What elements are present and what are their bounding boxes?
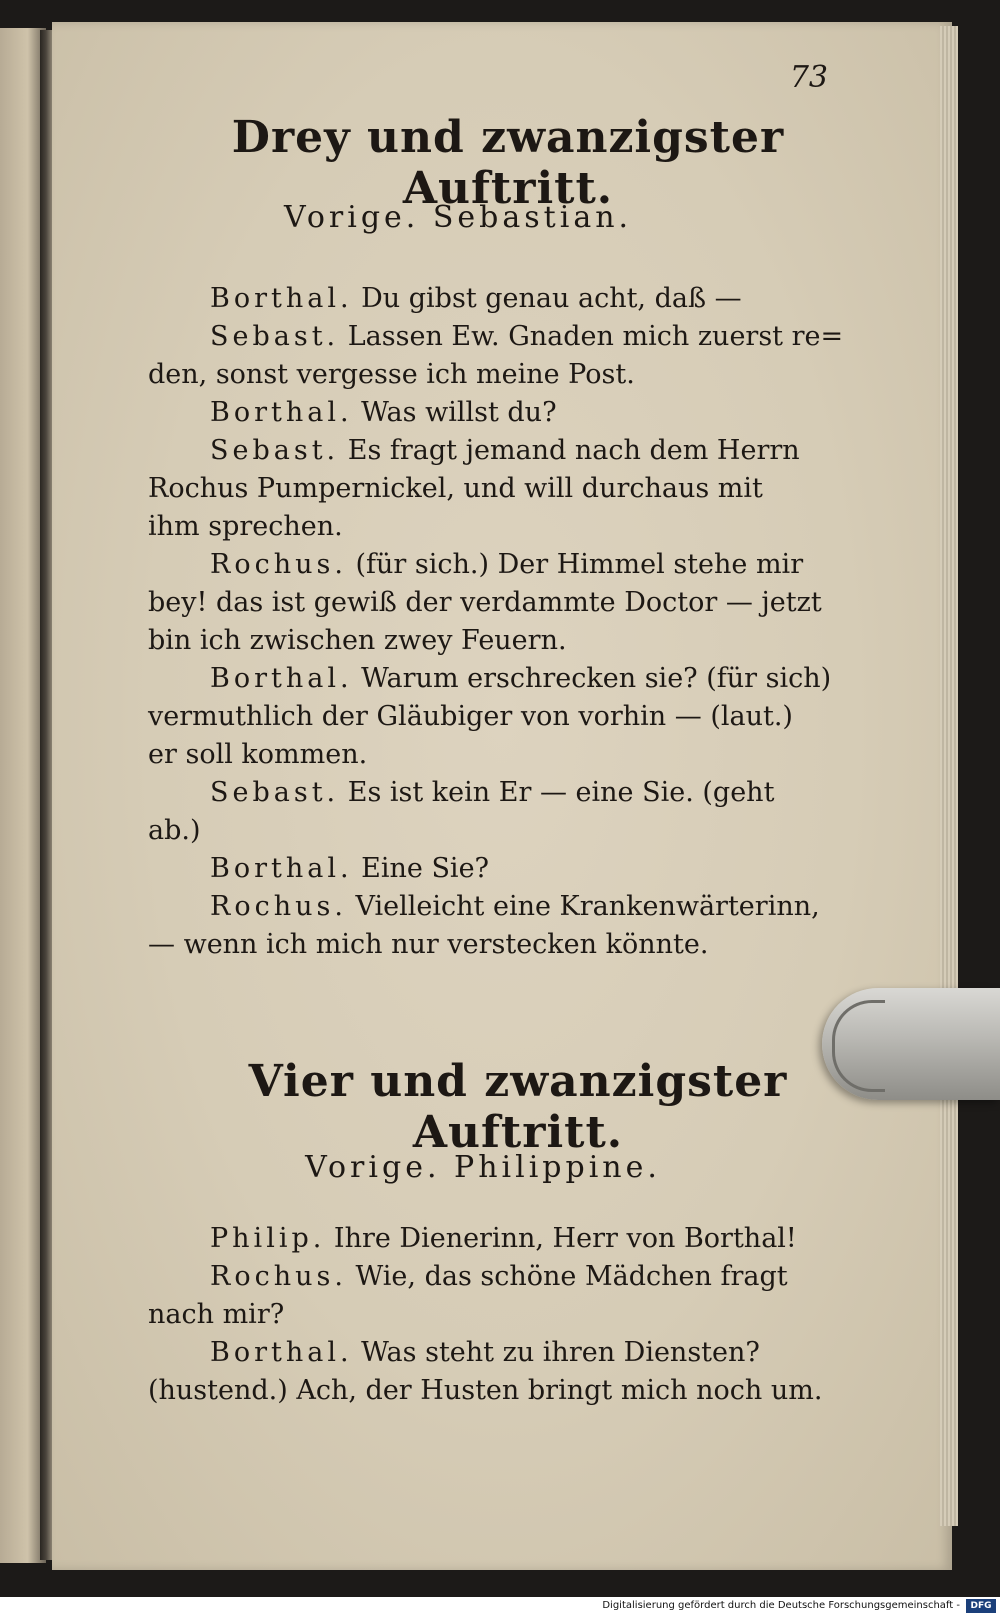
dialogue-line — [148, 356, 838, 394]
dialogue-line — [148, 1334, 838, 1372]
dialogue-line — [148, 470, 838, 508]
speaker-name: Rochus. — [210, 549, 347, 580]
page-number: 73 — [789, 60, 828, 95]
dialogue-line — [148, 1220, 838, 1258]
line-text: Wie, das schöne Mädchen fragt — [346, 1261, 788, 1292]
scene-title-23: Drey und zwanzigster Auftritt. — [231, 112, 785, 214]
line-text: Was steht zu ihren Diensten? — [352, 1337, 760, 1368]
dialogue-line — [148, 508, 838, 546]
dialogue-line — [148, 318, 844, 356]
page-stack-edge — [940, 26, 958, 1526]
dialogue-line — [148, 698, 838, 736]
line-text: ab.) — [148, 815, 201, 846]
metal-page-clip — [822, 988, 1000, 1100]
line-text: vermuthlich der Gläubiger von vorhin — (laut.) — [148, 701, 793, 732]
dialogue-line — [148, 622, 838, 660]
dialogue-line — [148, 850, 838, 888]
speaker-name: Borthal. — [210, 397, 353, 428]
line-text: Vielleicht eine Krankenwärterinn, — [346, 891, 820, 922]
dialogue-line — [148, 1372, 838, 1410]
line-text: Ihre Dienerinn, Herr von Borthal! — [325, 1223, 797, 1254]
speaker-name: Sebast. — [210, 321, 340, 352]
speaker-name: Rochus. — [210, 1261, 347, 1292]
dialogue-line — [148, 394, 838, 432]
dfg-logo: DFG — [966, 1599, 996, 1613]
dialogue-line — [148, 584, 838, 622]
dialogue-line — [148, 1258, 838, 1296]
line-text: Rochus Pumpernickel, und will durchaus mit — [148, 473, 763, 504]
line-text: Eine Sie? — [352, 853, 490, 884]
scene-title-24: Vier und zwanzigster Auftritt. — [248, 1056, 788, 1158]
speaker-name: Sebast. — [210, 435, 340, 466]
digitization-credit: Digitalisierung gefördert durch die Deutsche Forschungsgemeinschaft - — [602, 1600, 960, 1611]
line-text: Lassen Ew. Gnaden mich zuerst re= — [339, 321, 844, 352]
line-text: — wenn ich mich nur verstecken könnte. — [148, 929, 709, 960]
dialogue-line — [148, 812, 838, 850]
line-text: Was willst du? — [352, 397, 557, 428]
line-text: Du gibst genau acht, daß — — [352, 283, 742, 314]
clip-ring — [832, 1000, 885, 1092]
dialogue-line — [148, 546, 838, 584]
scene-23-dialogue — [148, 280, 844, 964]
book-gutter — [40, 30, 52, 1560]
dialogue-line — [148, 888, 838, 926]
dialogue-line — [148, 926, 838, 964]
line-text: bey! das ist gewiß der verdammte Doctor — jetzt — [148, 587, 822, 618]
line-text: er soll kommen. — [148, 739, 368, 770]
line-text: bin ich zwischen zwey Feuern. — [148, 625, 567, 656]
line-text: (hustend.) Ach, der Husten bringt mich noch um. — [148, 1375, 823, 1406]
scene-24-dialogue — [148, 1220, 838, 1410]
line-text: Warum erschrecken sie? (für sich) — [352, 663, 832, 694]
speaker-name: Sebast. — [210, 777, 340, 808]
scene-cast-23: Vorige. Sebastian. — [283, 200, 633, 235]
dialogue-line — [148, 660, 838, 698]
line-text: Es ist kein Er — eine Sie. (geht — [339, 777, 775, 808]
line-text: (für sich.) Der Himmel stehe mir — [346, 549, 804, 580]
dialogue-line — [148, 280, 838, 318]
dialogue-line — [148, 1296, 838, 1334]
dialogue-line — [148, 736, 838, 774]
line-text: nach mir? — [148, 1299, 285, 1330]
line-text: Es fragt jemand nach dem Herrn — [339, 435, 800, 466]
dialogue-line — [148, 432, 838, 470]
speaker-name: Borthal. — [210, 853, 353, 884]
dialogue-line — [148, 774, 838, 812]
scene-cast-24: Vorige. Philippine. — [305, 1150, 661, 1185]
speaker-name: Philip. — [210, 1223, 326, 1254]
line-text: ihm sprechen. — [148, 511, 343, 542]
speaker-name: Borthal. — [210, 663, 353, 694]
speaker-name: Borthal. — [210, 1337, 353, 1368]
speaker-name: Borthal. — [210, 283, 353, 314]
speaker-name: Rochus. — [210, 891, 347, 922]
line-text: den, sonst vergesse ich meine Post. — [148, 359, 635, 390]
